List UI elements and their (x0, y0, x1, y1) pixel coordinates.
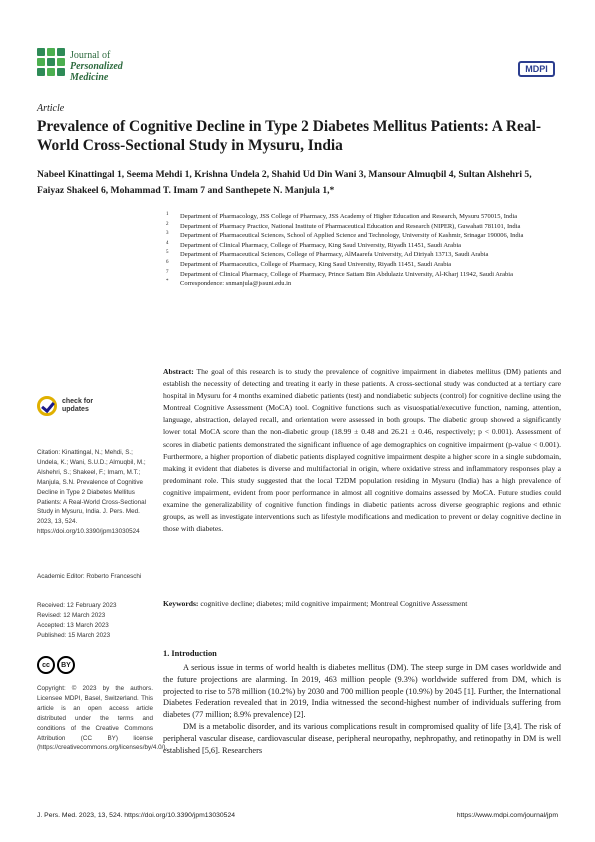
publisher-logo[interactable]: MDPI (518, 61, 555, 77)
publication-dates (37, 601, 153, 641)
affiliation-item (163, 250, 563, 260)
keywords (163, 598, 561, 610)
affiliation-item (163, 260, 563, 270)
journal-name-line3: Medicine (70, 72, 109, 83)
cc-by-license-icon[interactable] (37, 656, 85, 674)
paragraph: DM is a metabolic disorder, and its various complications result in compromised quality of life [3,4]. The risk of peripheral vascular disease, cardiovascular disease, peripheral neuropathy, nephropathy, and retinopathy in DM is well established [5,6]. Researchers (163, 721, 561, 755)
paragraph: A serious issue in terms of world health is diabetes mellitus (DM). The steep surge in DM cases worldwide and the future projections are alarming. In 2019, 463 million people (9.3%) worldwide suffered from DM, which is projected to rise to 578 million (10.2%) by 2030 and 700 million people (10.9%) by 2045 [1]. Further, the International Diabetes Federation revealed that in 2019, India witnessed the second-highest number of individuals suffering from diabetes (77 million; 8.9% prevalence) [2]. (163, 663, 561, 720)
affiliation-number: 1 (166, 212, 169, 217)
check-updates-label (62, 398, 93, 414)
journal-name-line2: Personalized (70, 61, 123, 72)
keywords-text: cognitive decline; diabetes; mild cognitive impairment; Montreal Cognitive Assessment (200, 599, 468, 608)
citation-block: Citation: Kinattingal, N.; Mehdi, S.; Undela, K.; Wani, S.U.D.; Almuqbil, M.; Alshehri, S.; Shakeel, F.; Imam, M.T.; Manjula, S.N. Prevalence of Cognitive Decline in Type 2 Diabetes Mellitus Patients: A Real-World Cross-Sectional Study in Mysuru, India. J. Pers. Med. 2023, 13, 524. https://doi.org/10.3390/jpm13030524 (37, 449, 147, 536)
correspondence-item (163, 279, 563, 289)
journal-logo-icon (37, 48, 65, 76)
affiliation-item (163, 270, 563, 280)
journal-name (70, 50, 123, 83)
affiliation-number: 4 (166, 240, 169, 246)
affiliation-text: Department of Clinical Pharmacy, College of Pharmacy, King Saud University, Riyadh 11451, Saudi Arabia (180, 241, 462, 249)
check-updates-line1: check for (62, 398, 94, 405)
affiliation-text: Department of Pharmacology, JSS College of Pharmacy, JSS Academy of Higher Education and Research, Mysuru 570015, India (180, 213, 518, 220)
section-heading-introduction: 1. Introduction (163, 649, 217, 658)
abstract (163, 366, 561, 535)
affiliation-number: 2 (166, 221, 169, 227)
affiliation-text: Department of Pharmaceutical Sciences, School of Applied Science and Technology, University of Kashmir, Srinagar 190006, India (180, 232, 524, 240)
affiliation-number: 5 (166, 250, 169, 256)
revised-date: Revised: 12 March 2023 (37, 611, 106, 619)
correspondence-text[interactable]: Correspondence: snmanjula@jssuni.edu.in (180, 280, 292, 288)
abstract-text: The goal of this research is to study the prevalence of cognitive impairment in diabetes mellitus (DM) patients and establish the necessity of detecting and treating it early in these patients. A cross-sectional study was conducted at a tertiary care hospital in Mysuru for 4 months examined diabetic patients (test) and nondiabetic subjects (control) for cognitive decline using the Montreal Cognitive Assessment (MoCA) tool. Cognitive functions such as visuospatial/executive function, naming, attention, language, abstraction, delayed recall, and orientation were assessed in both groups. The diabetic group showed a significantly lower total MoCA score than the non-diabetic group (18.99 ± 0.48 and 26.21 ± 0.46, respectively; p < 0.001). Assessment of scores in diabetic patients demonstrated the significant influence of age demographics on cognitive impairment (p-value < 0.001). Furthermore, a higher proportion of diabetic patients displayed cognitive impairment despite a higher score in a single subdomain, making it evident that diabetes is diverse and multifactorial in origin, where oxidative stress and inflammatory responses play a predominant role. This study suggested that the local T2DM population residing in Mysuru (India) has a high prevalence of cognitive impairment, evident from poor performance in almost all cognitive domains assessed by MoCA. Future studies could examine the generalizability of cognitive function findings in diabetic patients across diverse geographic regions and ethnic groups, as well as investigate interventions such as lifestyle modifications and medication to prevent or delay cognitive decline in those with diabetes. (163, 367, 561, 534)
keywords-label: Keywords: (163, 599, 199, 608)
affiliation-text: Department of Clinical Pharmacy, College of Pharmacy, Prince Sattam Bin Abdulaziz University, Al-Kharj 11942, Saudi Arabia (180, 270, 513, 278)
author-list (37, 167, 557, 199)
check-icon (37, 396, 57, 416)
cc-badge: cc (37, 656, 55, 674)
affiliation-text: Department of Pharmaceutical Sciences, College of Pharmacy, AlMaarefa University, Ad Diriyah 13713, Saudi Arabia (180, 251, 489, 259)
affiliation-number: * (166, 279, 169, 285)
affiliation-item (163, 212, 563, 222)
article-title: Prevalence of Cognitive Decline in Type 2 Diabetes Mellitus Patients: A Real-World Cross-Sectional Study in Mysuru, India (37, 118, 541, 154)
affiliations (163, 212, 563, 289)
accepted-date: Accepted: 13 March 2023 (37, 621, 109, 629)
affiliation-item (163, 222, 563, 232)
article-type: Article (37, 103, 65, 114)
check-for-updates-button[interactable] (37, 392, 117, 422)
affiliation-text: Department of Pharmaceutics, College of Pharmacy, King Saud University, Riyadh 11451, Saudi Arabia (180, 260, 452, 268)
check-updates-line2: updates (62, 406, 89, 413)
journal-name-line1: Journal of (70, 50, 111, 61)
published-date: Published: 15 March 2023 (37, 631, 111, 639)
affiliation-text: Department of Pharmacy Practice, National Institute of Pharmaceutical Education and Research (NIPER), Guwahati 781101, India (180, 222, 521, 230)
affiliation-item (163, 241, 563, 251)
received-date: Received: 12 February 2023 (37, 602, 117, 609)
introduction-body (163, 662, 561, 756)
abstract-label: Abstract: (163, 367, 194, 376)
footer-journal-url[interactable]: https://www.mdpi.com/journal/jpm (456, 812, 558, 819)
footer-citation[interactable]: J. Pers. Med. 2023, 13, 524. https://doi.org/10.3390/jpm13030524 (37, 812, 235, 819)
academic-editor: Academic Editor: Roberto Franceschi (37, 573, 142, 580)
affiliation-number: 6 (166, 259, 169, 265)
affiliation-number: 7 (166, 269, 169, 275)
authors-text: Nabeel Kinattingal 1, Seema Mehdi 1, Krishna Undela 2, Shahid Ud Din Wani 3, Mansour Almuqbil 4, Sultan Alshehri 5, Faiyaz Shakeel 6, Mohammad T. Imam 7 and Santhepete N. Manjula 1,* (37, 169, 532, 196)
affiliation-item (163, 231, 563, 241)
copyright-notice: Copyright: © 2023 by the authors. Licensee MDPI, Basel, Switzerland. This article is an open access article distributed under the terms and conditions of the Creative Commons Attribution (CC BY) license (https://creativecommons.org/licenses/by/4.0/). (37, 685, 168, 752)
affiliation-number: 3 (166, 231, 169, 237)
by-badge: BY (57, 656, 75, 674)
